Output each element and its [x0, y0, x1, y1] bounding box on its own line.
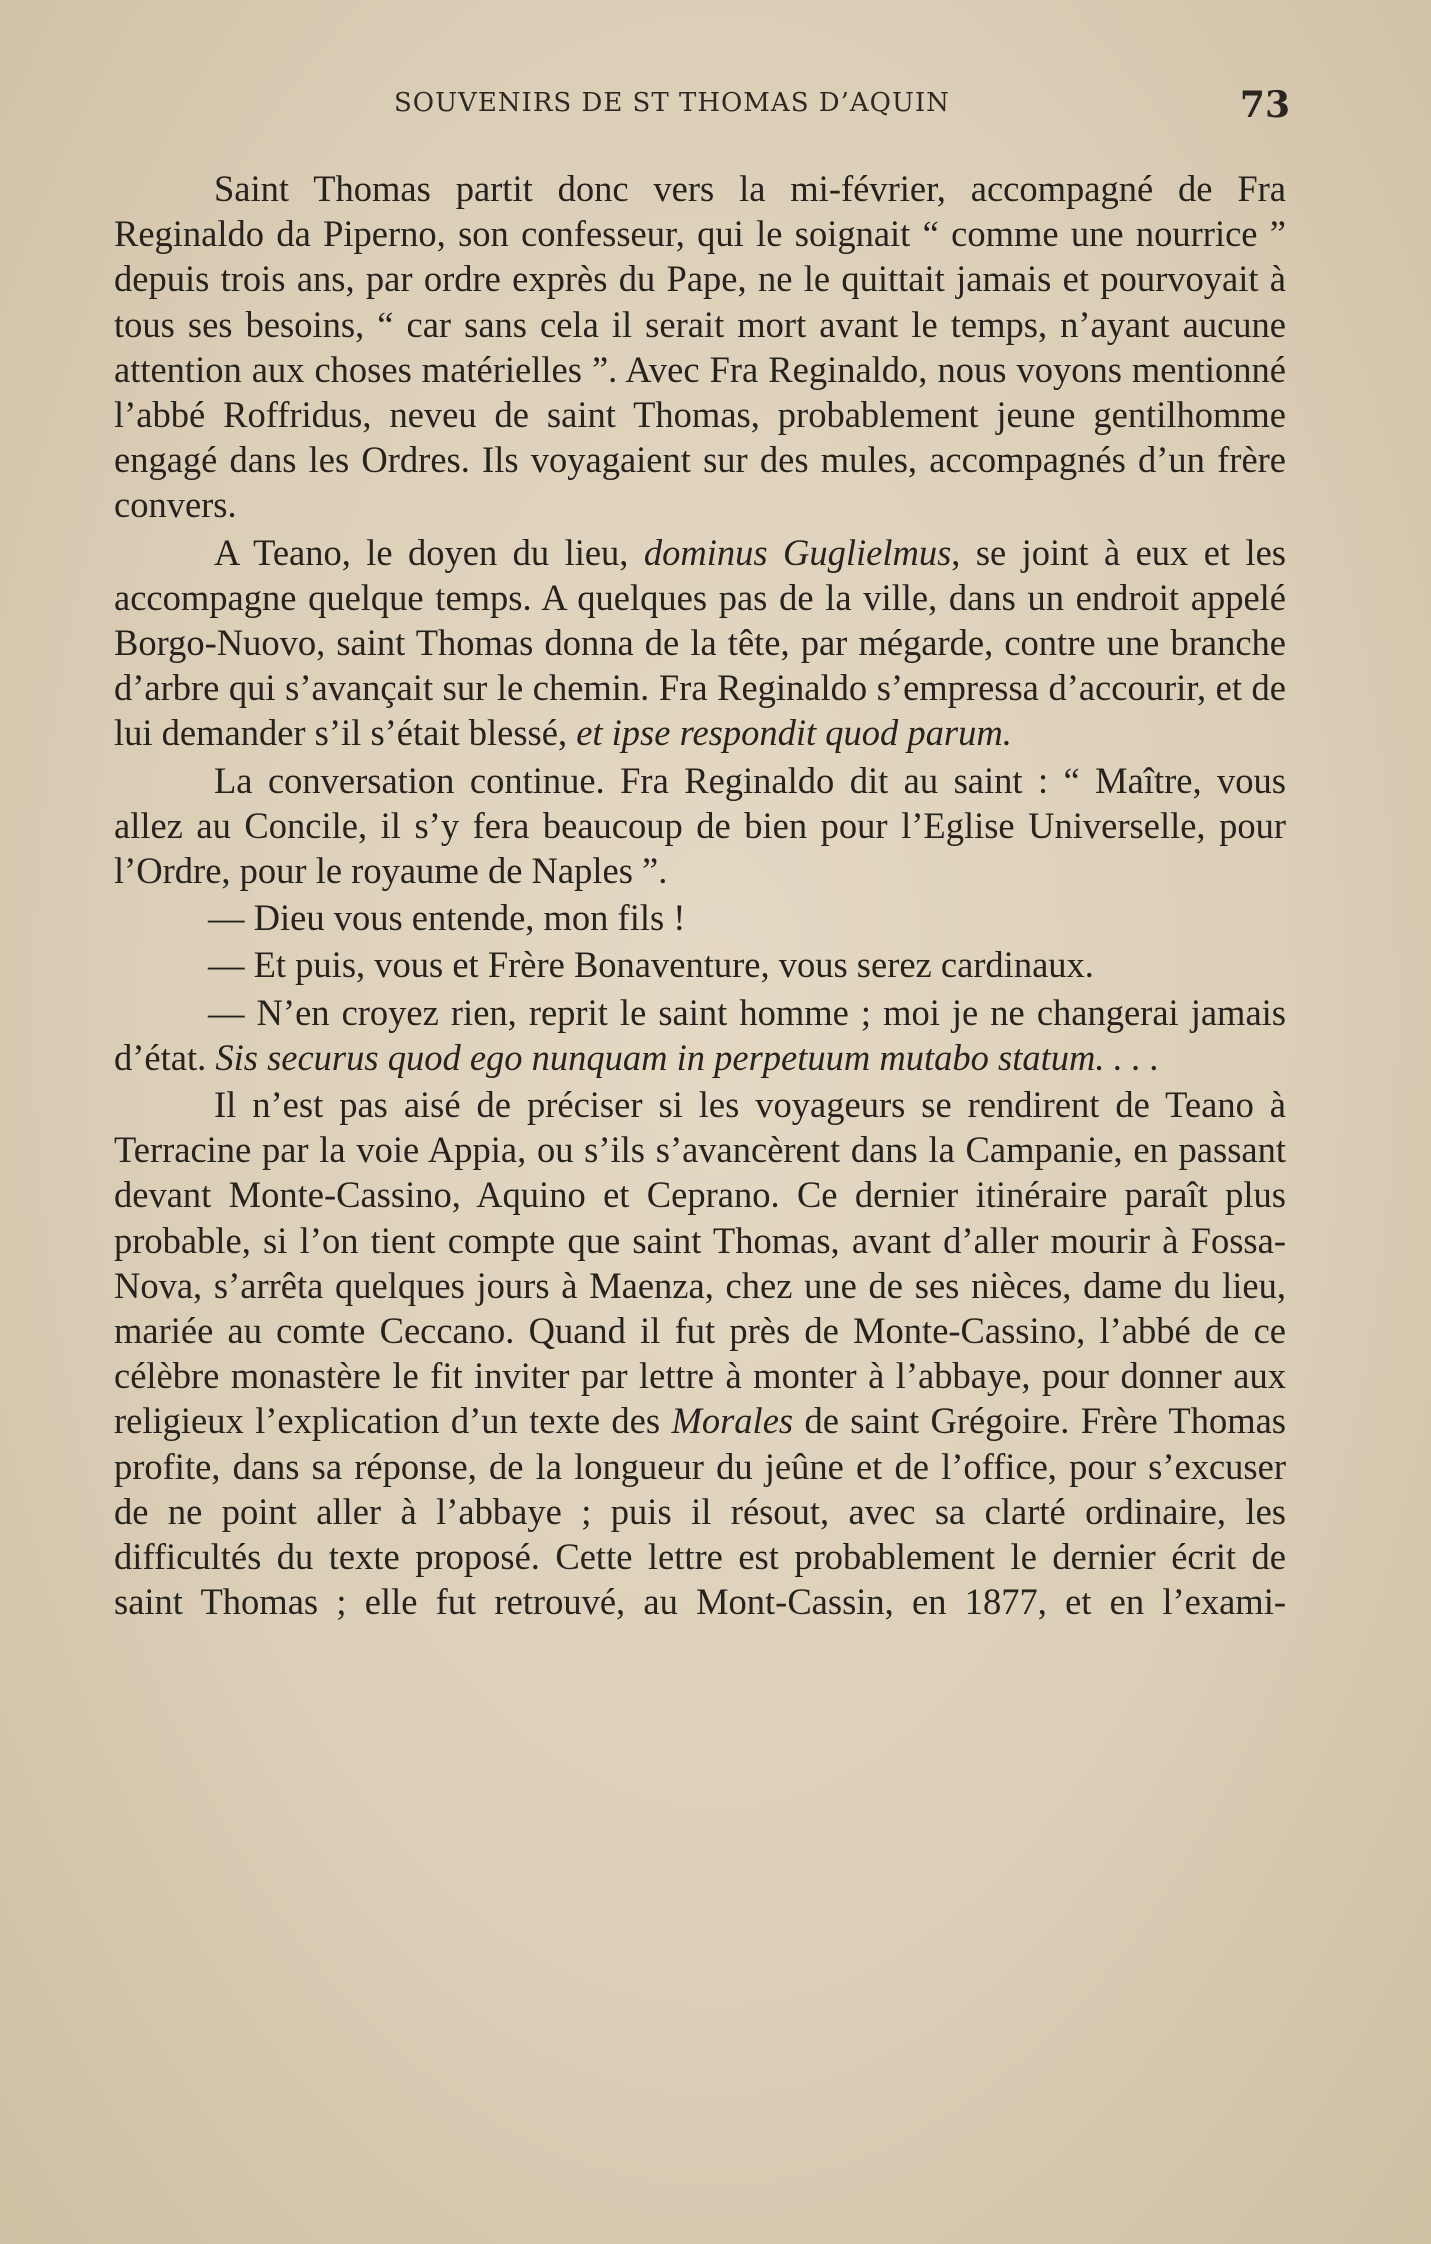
- dialogue-line-3-text: — N’en croyez rien, reprit le saint homme ; moi je ne changerai jamais d’état.: [114, 991, 1286, 1078]
- paragraph-7: [114, 1082, 1286, 1624]
- paragraph-2: [114, 530, 1286, 756]
- dialogue-line-3-latin: Sis securus quod ego nunquam in perpetuum mutabo statum. . . .: [215, 1036, 1160, 1078]
- dialogue-line-3: [114, 990, 1286, 1080]
- paragraph-2-latin-quote: et ipse respondit quod parum.: [576, 712, 1012, 754]
- paragraph-7-title-morales: Morales: [671, 1400, 794, 1442]
- page-header: [110, 84, 1290, 128]
- paragraph-1: Saint Thomas partit donc vers la mi-février, accompagné de Fra Reginaldo da Piperno, son confesseur, qui le soignait “ comme une nourrice ” depuis trois ans, par ordre exprès du Pape, ne le quittait jamais et pourvoyait à tous ses besoins, “ car sans cela il serait mort avant le temps, n’ayant aucune attention aux choses matérielles ”. Avec Fra Reginaldo, nous voyons mentionné l’abbé Roffridus, neveu de saint Thomas, probablement jeune gentilhomme engagé dans les Ordres. Ils voyagaient sur des mules, accompagnés d’un frère convers.: [114, 168, 1286, 526]
- dialogue-line-1: — Dieu vous entende, mon fils !: [208, 897, 686, 939]
- paragraph-3: La conversation continue. Fra Reginaldo dit au saint : “ Maître, vous allez au Concile, il s’y fera beaucoup de bien pour l’Eglise Universelle, pour l’Ordre, pour le royaume de Naples ”.: [114, 759, 1286, 892]
- paragraph-2-latin-name: dominus Guglielmus: [643, 531, 952, 573]
- running-title: SOUVENIRS DE ST THOMAS D’AQUIN: [394, 88, 950, 118]
- paragraph-7-text-b: de saint Grégoire. Frère Thomas profite, dans sa réponse, de la longueur du jeûne et de l’office, pour s’excuser de ne point aller à l’abbaye ; puis il résout, avec sa clarté ordinaire, les difficultés du texte proposé. Cette lettre est probablement le dernier écrit de saint Thomas ; elle fut retrouvé, au Mont-Cassin, en 1877, et en l’exami-: [114, 1400, 1287, 1623]
- page-number: 73: [1239, 84, 1290, 126]
- dialogue-line-2: — Et puis, vous et Frère Bonaventure, vous serez cardinaux.: [208, 944, 1094, 986]
- body-text: [114, 166, 1286, 1625]
- paragraph-7-text-a: Il n’est pas aisé de préciser si les voyageurs se rendirent de Teano à Terracine par la voie Appia, ou s’ils s’avancèrent dans la Campanie, en passant devant Monte-Cassino, Aquino et Ceprano. Ce dernier itinéraire paraît plus probable, si l’on tient compte que saint Thomas, avant d’aller mourir à Fossa-Nova, s’arrêta quelques jours à Maenza, chez une de ses nièces, dame du lieu, mariée au comte Ceccano. Quand il fut près de Monte-Cassino, l’abbé de ce célèbre monastère le fit inviter par lettre à monter à l’abbaye, pour donner aux religieux l’explication d’un texte des: [114, 1084, 1286, 1442]
- paragraph-2-text-b: , se joint à eux et les accompagne quelque temps. A quelques pas de la ville, dans un endroit appelé Borgo-Nuovo, saint Thomas donna de la tête, par mégarde, contre une branche d’arbre qui s’avançait sur le chemin. Fra Reginaldo s’empressa d’accourir, et de lui demander s’il s’était blessé,: [114, 531, 1287, 754]
- paragraph-2-text-a: A Teano, le doyen du lieu,: [214, 531, 644, 573]
